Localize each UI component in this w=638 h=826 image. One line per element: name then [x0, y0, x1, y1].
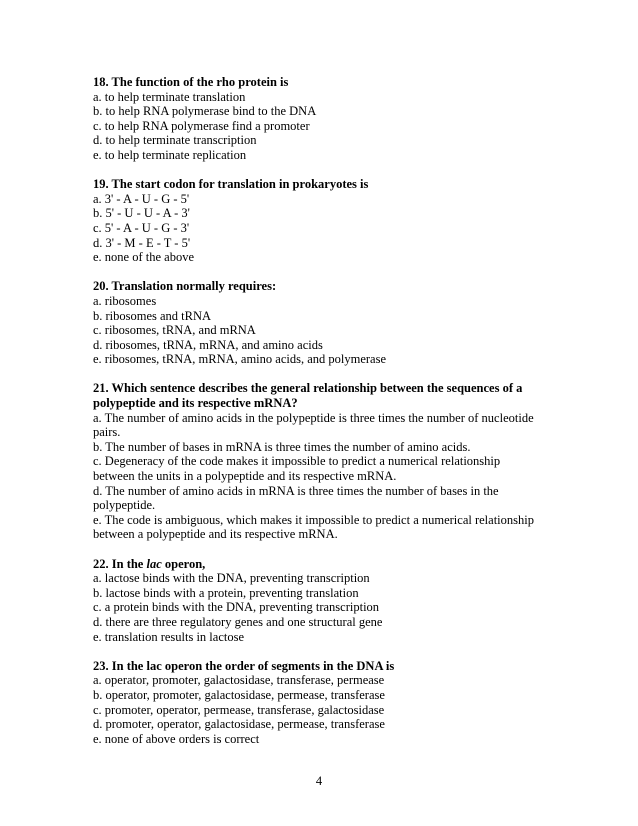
answer-option: b. to help RNA polymerase bind to the DNA [93, 104, 317, 119]
question-stem: 20. Translation normally requires: [93, 279, 277, 294]
answer-option: b. The number of bases in mRNA is three times the number of amino acids. [93, 439, 471, 454]
answer-option: c. 5' - A - U - G - 3' [93, 220, 190, 235]
question-stem: 23. In the lac operon the order of segments in the DNA is [93, 658, 395, 673]
answer-option: e. none of above orders is correct [93, 731, 260, 746]
question-18 [93, 75, 543, 163]
answer-option: d. 3' - M - E - T - 5' [93, 235, 191, 250]
question-23 [93, 659, 543, 747]
question-stem-prefix: 22. In the [93, 556, 147, 571]
question-stem: 19. The start codon for translation in prokaryotes is [93, 177, 369, 192]
answer-option: b. operator, promoter, galactosidase, permease, transferase [93, 687, 385, 702]
answer-option: b. ribosomes and tRNA [93, 308, 212, 323]
answer-option: e. translation results in lactose [93, 629, 245, 644]
answer-option: e. ribosomes, tRNA, mRNA, amino acids, and polymerase [93, 352, 387, 367]
answer-option: c. to help RNA polymerase find a promoter [93, 118, 310, 133]
answer-option: a. 3' - A - U - G - 5' [93, 191, 190, 206]
answer-option: a. operator, promoter, galactosidase, transferase, permease [93, 673, 385, 688]
answer-option: d. ribosomes, tRNA, mRNA, and amino acids [93, 337, 323, 352]
answer-option: d. The number of amino acids in mRNA is three times the number of bases in the polypeptide. [93, 483, 499, 513]
question-stem: 18. The function of the rho protein is [93, 75, 289, 89]
answer-option: d. there are three regulatory genes and one structural gene [93, 614, 383, 629]
question-22 [93, 557, 543, 645]
question-stem-suffix: operon, [161, 556, 206, 571]
question-list [93, 75, 543, 761]
answer-option: c. a protein binds with the DNA, preventing transcription [93, 600, 380, 615]
question-21 [93, 381, 543, 542]
answer-option: e. none of the above [93, 250, 195, 265]
answer-option: e. The code is ambiguous, which makes it impossible to predict a numerical relationship between a polypeptide and its respective mRNA. [93, 512, 534, 542]
question-20 [93, 279, 543, 367]
question-stem-italic: lac [146, 556, 162, 571]
answer-option: a. The number of amino acids in the polypeptide is three times the number of nucleotide pairs. [93, 410, 534, 440]
question-stem [93, 557, 543, 572]
answer-option: d. to help terminate transcription [93, 133, 257, 148]
question-stem: 21. Which sentence describes the general relationship between the sequences of a polypeptide and its respective mRNA? [93, 381, 523, 411]
answer-option: a. ribosomes [93, 293, 157, 308]
question-19 [93, 177, 543, 265]
answer-option: a. to help terminate translation [93, 89, 246, 104]
answer-option: b. lactose binds with a protein, preventing translation [93, 585, 359, 600]
answer-option: c. ribosomes, tRNA, and mRNA [93, 323, 256, 338]
page-number: 4 [315, 774, 323, 788]
answer-option: e. to help terminate replication [93, 147, 247, 162]
answer-option: b. 5' - U - U - A - 3' [93, 206, 190, 221]
answer-option: a. lactose binds with the DNA, preventing transcription [93, 571, 370, 586]
answer-option: d. promoter, operator, galactosidase, permease, transferase [93, 717, 385, 732]
answer-option: c. promoter, operator, permease, transferase, galactosidase [93, 702, 385, 717]
answer-option: c. Degeneracy of the code makes it impossible to predict a numerical relationship between the units in a polypeptide and its respective mRNA. [93, 454, 501, 484]
